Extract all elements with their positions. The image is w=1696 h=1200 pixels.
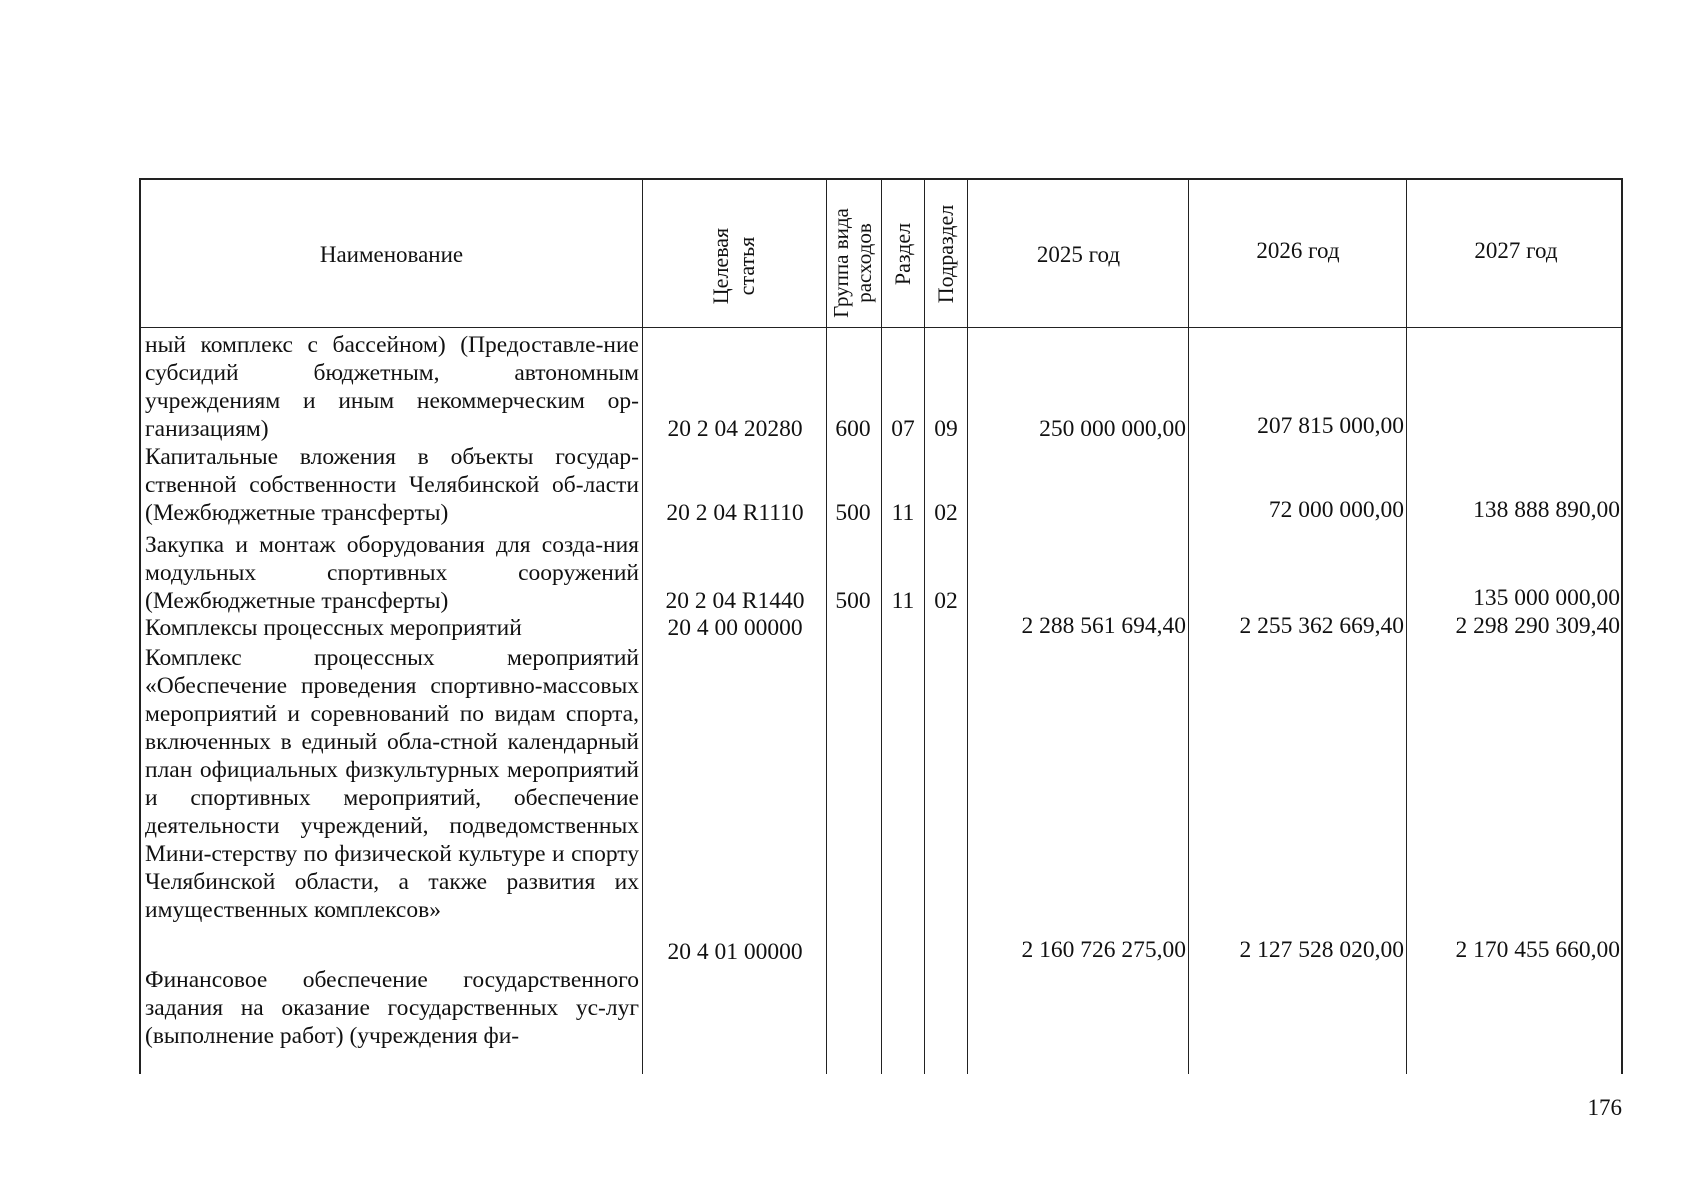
row-group: 500 — [835, 588, 871, 614]
row-y2025: 2 160 726 275,00 — [1021, 937, 1186, 963]
column-divider — [642, 180, 643, 1074]
row-group: 600 — [835, 416, 871, 442]
row-y2026: 72 000 000,00 — [1268, 497, 1404, 523]
header-section: Раздел — [890, 222, 915, 286]
row-subsection: 02 — [934, 588, 958, 614]
column-divider — [826, 180, 827, 1074]
column-divider — [881, 180, 882, 1074]
row-code: 20 4 00 00000 — [667, 615, 803, 641]
row-y2027: 2 170 455 660,00 — [1455, 937, 1620, 963]
row-code: 20 2 04 20280 — [667, 416, 803, 442]
row-subsection: 02 — [934, 500, 958, 526]
header-year-2026: 2026 год — [1256, 238, 1340, 263]
column-divider — [924, 180, 925, 1074]
column-divider — [1406, 180, 1407, 1074]
header-subsection: Подраздел — [933, 204, 958, 304]
row-y2025: 250 000 000,00 — [1039, 416, 1186, 442]
row-y2027: 138 888 890,00 — [1473, 497, 1620, 523]
row-y2027: 135 000 000,00 — [1473, 585, 1620, 611]
row-name: Комплекс процессных мероприятий «Обеспечение проведения спортивно-массовых мероприятий и соревнований по видам спорта, включенных в единый обла-стной календарный план официальных физкультурных мероприятий и спортивных мероприятий, обеспечение деятельности учреждений, подведомственных Мини-стерству по физической культуре и спорту Челябинской области, а также развития их имущественных комплексов» — [145, 645, 639, 923]
header-target-article: Целевая статья — [708, 227, 759, 305]
row-y2027: 2 298 290 309,40 — [1455, 613, 1620, 639]
header-name: Наименование — [319, 242, 464, 267]
row-name: Финансовое обеспечение государственного задания на оказание государственных ус-луг (выполнение работ) (учреждения фи- — [145, 967, 639, 1049]
column-divider — [967, 180, 968, 1074]
row-section: 11 — [891, 588, 915, 614]
header-year-2027: 2027 год — [1474, 238, 1558, 263]
header-divider — [141, 327, 1621, 328]
row-group: 500 — [835, 500, 871, 526]
page-number: 176 — [1587, 1095, 1622, 1120]
row-y2026: 2 127 528 020,00 — [1239, 937, 1404, 963]
row-code: 20 2 04 R1110 — [666, 500, 804, 526]
row-name: ный комплекс с бассейном) (Предоставле-ние субсидий бюджетным, автономным учреждениям и иным некоммерческим ор-ганизациям) — [145, 332, 639, 442]
row-section: 07 — [891, 416, 915, 442]
budget-table — [139, 178, 1623, 1074]
row-name: Комплексы процессных мероприятий — [145, 615, 522, 641]
row-y2026: 207 815 000,00 — [1257, 413, 1404, 439]
header-expense-group: Группа вида расходов — [829, 208, 876, 318]
row-code: 20 2 04 R1440 — [665, 588, 805, 614]
row-subsection: 09 — [934, 416, 958, 442]
row-y2025: 2 288 561 694,40 — [1021, 613, 1186, 639]
row-code: 20 4 01 00000 — [667, 939, 803, 965]
header-year-2025: 2025 год — [1036, 242, 1121, 267]
row-name: Закупка и монтаж оборудования для созда-ния модульных спортивных сооружений (Межбюджетные трансферты) — [145, 532, 639, 614]
row-y2026: 2 255 362 669,40 — [1239, 613, 1404, 639]
row-name: Капитальные вложения в объекты государ-ственной собственности Челябинской об-ласти (Межбюджетные трансферты) — [145, 444, 639, 526]
row-section: 11 — [891, 500, 915, 526]
